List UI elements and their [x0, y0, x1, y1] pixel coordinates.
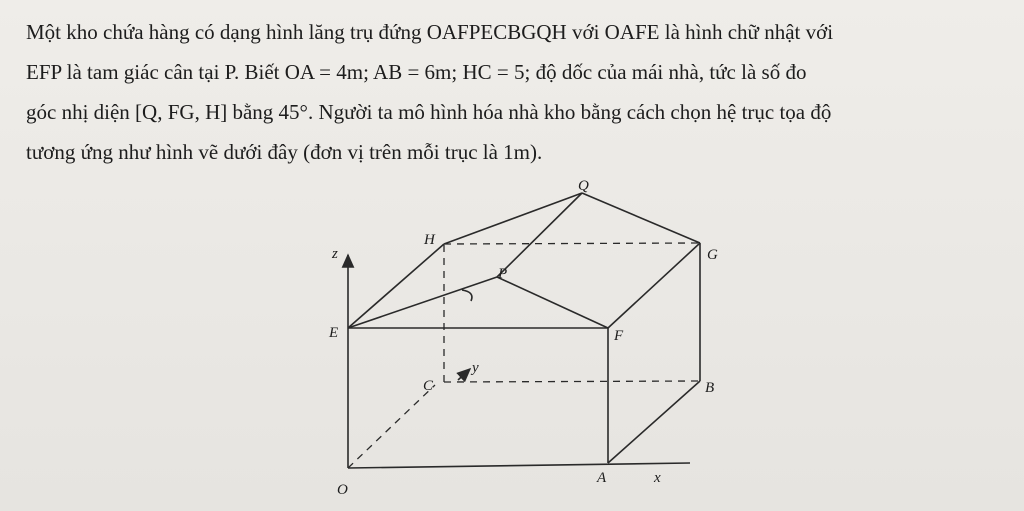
problem-line-1: Một kho chứa hàng có dạng hình lăng trụ đứng OAFPECBGQH với OAFE là hình chữ nhật với [26, 20, 834, 44]
label-H: H [424, 232, 435, 248]
label-C: C [423, 378, 434, 394]
y-axis-hidden-part [348, 385, 435, 468]
label-x-axis: x [654, 470, 661, 486]
label-y-axis: y [472, 360, 479, 376]
problem-line-4: tương ứng như hình vẽ dưới đây (đơn vị trên mỗi trục là 1m). [26, 140, 543, 164]
edge-QG [582, 193, 700, 243]
label-B: B [705, 380, 715, 396]
x-axis [348, 463, 690, 468]
edge-AB [608, 381, 700, 463]
edge-FG [608, 243, 700, 328]
label-Q: Q [578, 178, 589, 194]
y-axis-arrow [458, 369, 470, 380]
edge-EP [348, 277, 497, 328]
label-F: F [614, 328, 624, 344]
warehouse-figure [0, 160, 1024, 511]
edge-PQ [497, 193, 582, 277]
edge-HQ [444, 193, 582, 244]
label-P: P [498, 266, 508, 282]
edge-CB-hidden [444, 381, 700, 382]
label-z-axis: z [332, 246, 338, 262]
problem-line-3: góc nhị diện [Q, FG, H] bằng 45°. Người ta mô hình hóa nhà kho bằng cách chọn hệ trục tọa độ [26, 100, 832, 124]
edge-PF [497, 277, 608, 328]
problem-line-2: EFP là tam giác cân tại P. Biết OA = 4m; AB = 6m; HC = 5; độ dốc của mái nhà, tức là số đo [26, 60, 807, 84]
edge-HG-hidden [444, 243, 700, 244]
edge-EH [348, 244, 444, 328]
label-E: E [329, 325, 339, 341]
angle-arc [462, 290, 472, 301]
label-G: G [707, 247, 718, 263]
problem-statement [26, 12, 1011, 172]
warehouse-diagram [0, 160, 1024, 511]
label-A: A [597, 470, 607, 486]
label-O: O [337, 482, 348, 498]
